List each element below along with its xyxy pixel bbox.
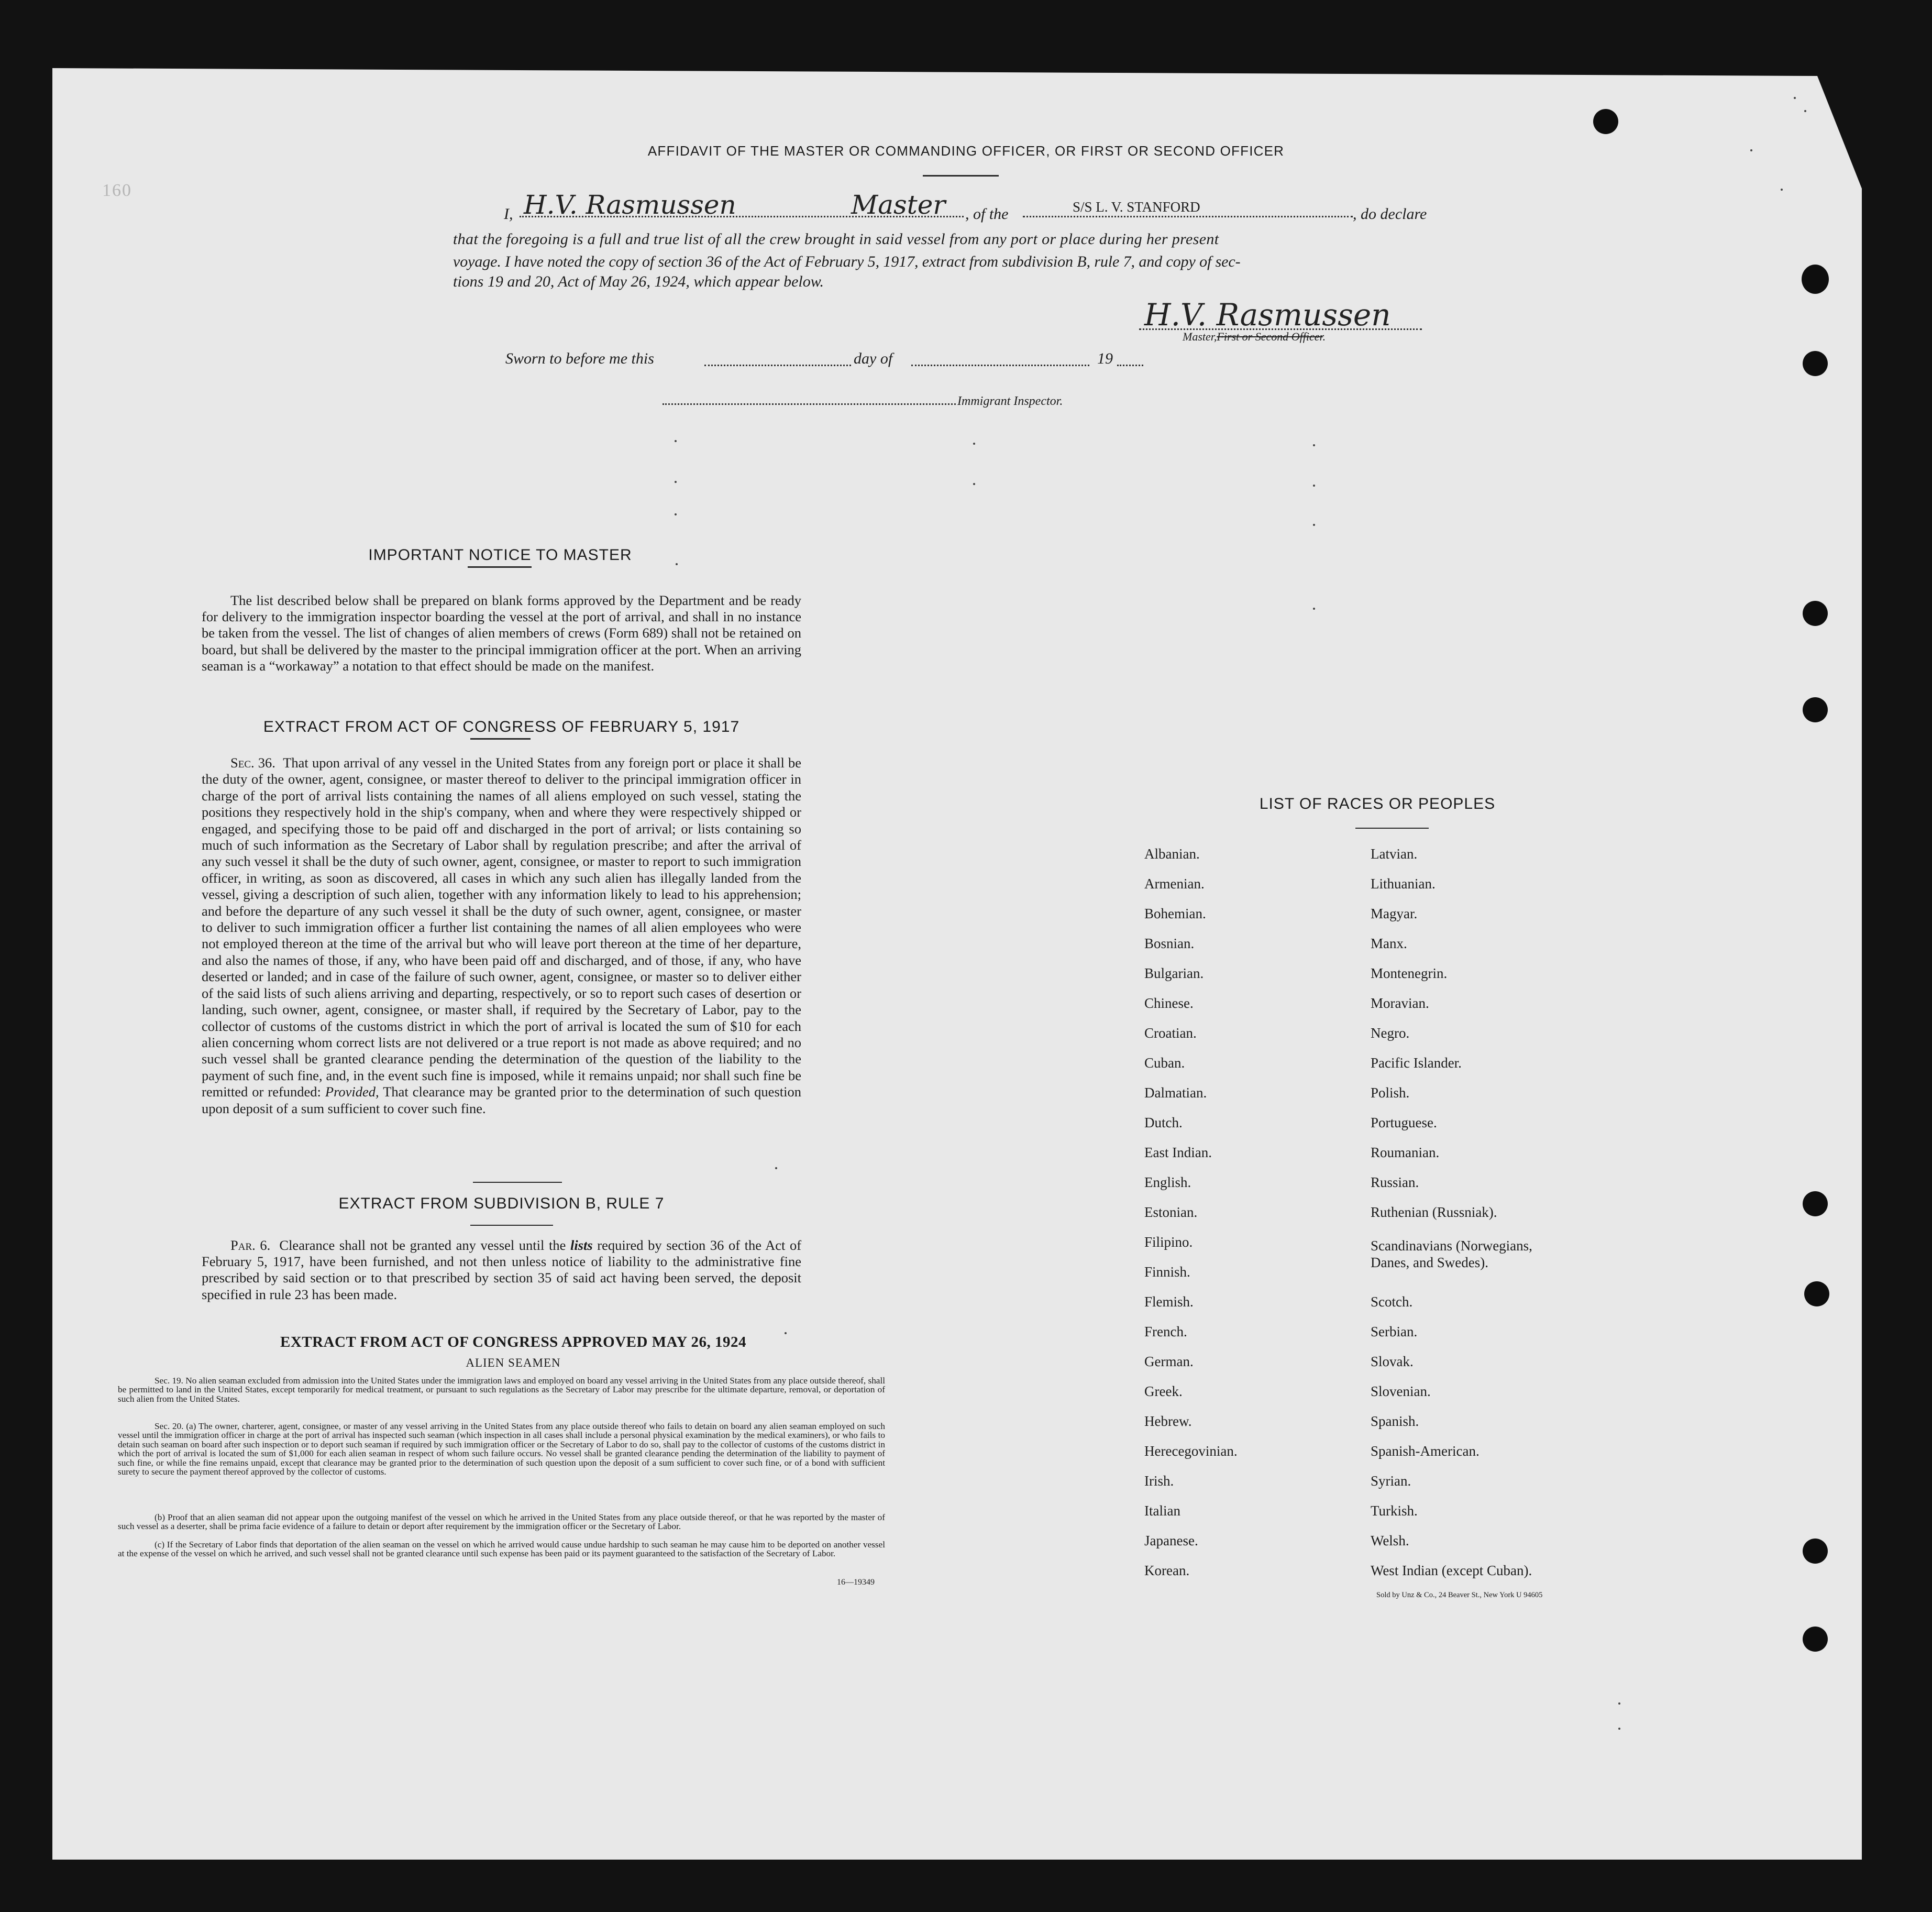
rule7-text-b: required by section 36 of the Act of February 5, 1917, have been furnished, and not then unless notice of liability to the administrative fine prescribed by said section or to that prescribed by section 35 of said act having been served, the deposit specified in rule 23 has been made. bbox=[202, 1237, 802, 1302]
race-item: Cuban. bbox=[1144, 1055, 1185, 1071]
race-item: Chinese. bbox=[1144, 995, 1194, 1011]
race-item: Welsh. bbox=[1371, 1533, 1409, 1548]
sworn-day-line bbox=[704, 365, 851, 366]
section-20c-text: (c) If the Secretary of Labor finds that deportation of the alien seaman on the vessel on which he arrived would cause undue hardship to such seaman he may cause him to be deported on another vessel at the expense of the vessel on which he arrived, and such vessel shall not be granted clearance until such expense has been paid or its payment guaranteed to the satisfaction of the Secretary of Labor. bbox=[118, 1540, 885, 1559]
dust-speck bbox=[1313, 444, 1315, 446]
race-item: Estonian. bbox=[1144, 1204, 1198, 1220]
do-declare-text: , do declare bbox=[1353, 205, 1427, 223]
section-36-text bbox=[202, 755, 801, 1117]
race-item: Polish. bbox=[1371, 1085, 1410, 1101]
race-item: Magyar. bbox=[1371, 906, 1418, 921]
punch-hole bbox=[1803, 601, 1828, 626]
punch-hole bbox=[1802, 265, 1829, 294]
race-item: Syrian. bbox=[1371, 1473, 1411, 1489]
race-item: German. bbox=[1144, 1354, 1194, 1369]
dust-speck bbox=[973, 483, 975, 485]
extract-1917-rule bbox=[470, 738, 531, 740]
race-item: Bohemian. bbox=[1144, 906, 1206, 921]
signature-caption-master: Master, bbox=[1183, 330, 1217, 343]
race-item: Croatian. bbox=[1144, 1025, 1197, 1041]
race-item: Bosnian. bbox=[1144, 936, 1195, 951]
race-item: Irish. bbox=[1144, 1473, 1174, 1489]
race-item: Dutch. bbox=[1144, 1115, 1183, 1130]
race-item: Albanian. bbox=[1144, 846, 1200, 862]
race-item: Japanese. bbox=[1144, 1533, 1198, 1548]
dust-speck bbox=[1618, 1702, 1620, 1705]
race-item: Italian bbox=[1144, 1503, 1180, 1519]
race-item: Ruthenian (Russniak). bbox=[1371, 1204, 1497, 1220]
race-item: Manx. bbox=[1371, 936, 1407, 951]
dust-speck bbox=[676, 563, 678, 565]
affidavit-title: AFFIDAVIT OF THE MASTER OR COMMANDING OFFICER, OR FIRST OR SECOND OFFICER bbox=[647, 143, 1285, 159]
dust-speck bbox=[1750, 149, 1752, 151]
inspector-line bbox=[663, 403, 956, 405]
race-item: Finnish. bbox=[1144, 1264, 1190, 1280]
race-item: West Indian (except Cuban). bbox=[1371, 1563, 1532, 1578]
printer-imprint: Sold by Unz & Co., 24 Beaver St., New York U 94605 bbox=[1376, 1591, 1543, 1599]
race-item: Korean. bbox=[1144, 1563, 1190, 1578]
master-name-handwriting: H.V. Rasmussen bbox=[524, 190, 736, 220]
race-item: East Indian. bbox=[1144, 1145, 1212, 1160]
rule7-heading: EXTRACT FROM SUBDIVISION B, RULE 7 bbox=[338, 1195, 665, 1212]
race-item: Hebrew. bbox=[1144, 1413, 1192, 1429]
year-line bbox=[1117, 365, 1143, 366]
race-item: Bulgarian. bbox=[1144, 965, 1204, 981]
race-item: Armenian. bbox=[1144, 876, 1205, 892]
race-item: Turkish. bbox=[1371, 1503, 1418, 1519]
dust-speck bbox=[973, 443, 975, 445]
section-20a-text: Sec. 20. (a) The owner, charterer, agent, consignee, or master of any vessel arriving in the United States from any place outside thereof who fails to detain on board any alien seaman employed on such vessel until the immigration officer in charge at the port of arrival has inspected such seaman (which inspection in all cases shall include a personal physical examination by the medical examiners), or who fails to detain such seaman on board after such inspection or to deport such seaman if required by such immigration officer or the Secretary of Labor to do so, shall pay to the collector of customs of the customs district in which the port of arrival is located the sum of $1,000 for each alien seaman in respect of whom such failure occurs. No vessel shall be granted clearance pending the determination of the liability to payment of such fine, or while the fine remains unpaid, except that clearance may be granted prior to the determination of such question upon the deposit of a sum sufficient to cover such fine, or of a bond with sufficient surety to secure the payment thereof approved by the collector of customs. bbox=[118, 1421, 885, 1477]
race-item: French. bbox=[1144, 1324, 1187, 1339]
dust-speck bbox=[1794, 97, 1796, 99]
race-item: Portuguese. bbox=[1371, 1115, 1437, 1130]
affidavit-line2: that the foregoing is a full and true list of all the crew brought in said vessel from any port or place during her present bbox=[453, 230, 1219, 248]
race-item: Slovenian. bbox=[1371, 1383, 1431, 1399]
sworn-text: Sworn to before me this bbox=[505, 350, 654, 367]
race-item: Pacific Islander. bbox=[1371, 1055, 1462, 1071]
vessel-name: S/S L. V. STANFORD bbox=[1073, 199, 1200, 215]
rule7-text-a: Clearance shall not be granted any vessel until the bbox=[279, 1237, 566, 1253]
race-item: English. bbox=[1144, 1174, 1191, 1190]
dust-speck bbox=[1313, 608, 1315, 610]
signature-caption-struck: First or Second Officer bbox=[1217, 330, 1323, 343]
section-20b-text: (b) Proof that an alien seaman did not appear upon the outgoing manifest of the vessel on which he arrived in the United States from any place outside thereof, or that he was reported by the master of such vessel as a deserter, shall be prima facie evidence of a failure to detain or deport after requirement by the immigration officer or the Secretary of Labor. bbox=[118, 1512, 885, 1532]
proviso-text: That clearance may be granted prior to the determination of such question upon deposit of a sum sufficient to cover such fine. bbox=[202, 1084, 801, 1116]
extract-1917-end-rule bbox=[473, 1182, 562, 1183]
margin-mark: 160 bbox=[102, 181, 132, 200]
notice-text: The list described below shall be prepared on blank forms approved by the Department and be ready for delivery to the immigration inspector boarding the vessel at the port of arrival, and shall in no instance be taken from the vessel. The list of changes of alien members of crews (Form 689) shall not be retained on board, but shall be delivered by the master to the principal immigration officer at the port. When an arriving seaman is a “workaway” a notation to that effect should be made on the manifest. bbox=[202, 592, 801, 674]
race-item: Slovak. bbox=[1371, 1354, 1414, 1369]
race-item: Roumanian. bbox=[1371, 1145, 1440, 1160]
affidavit-line3: voyage. I have noted the copy of section 36 of the Act of February 5, 1917, extract from subdivision B, rule 7, and copy of sec- bbox=[453, 253, 1241, 270]
signature-caption-end: . bbox=[1322, 330, 1326, 343]
notice-rule bbox=[468, 566, 532, 568]
dust-speck bbox=[1313, 524, 1315, 526]
race-item: Greek. bbox=[1144, 1383, 1183, 1399]
punch-hole bbox=[1803, 1539, 1828, 1564]
punch-hole bbox=[1803, 1627, 1828, 1652]
notice-heading: IMPORTANT NOTICE TO MASTER bbox=[368, 546, 632, 564]
punch-hole bbox=[1593, 109, 1618, 134]
punch-hole bbox=[1803, 351, 1828, 376]
race-item: Lithuanian. bbox=[1371, 876, 1436, 892]
master-signature: H.V. Rasmussen bbox=[1144, 297, 1391, 333]
race-item: Russian. bbox=[1371, 1174, 1419, 1190]
race-item: Montenegrin. bbox=[1371, 965, 1448, 981]
race-item: Spanish. bbox=[1371, 1413, 1419, 1429]
day-of-text: day of bbox=[854, 350, 893, 367]
punch-hole bbox=[1804, 1281, 1829, 1306]
affidavit-prefix: I, bbox=[504, 205, 513, 223]
dust-speck bbox=[785, 1332, 787, 1334]
punch-hole bbox=[1803, 697, 1828, 722]
race-item: Dalmatian. bbox=[1144, 1085, 1207, 1101]
par6-label: Par. 6. bbox=[230, 1237, 271, 1253]
position-handwriting: Master bbox=[851, 190, 946, 220]
dust-speck bbox=[775, 1167, 777, 1169]
dust-speck bbox=[1313, 485, 1315, 487]
vessel-line bbox=[1023, 216, 1353, 217]
dust-speck bbox=[675, 513, 677, 515]
lists-word: lists bbox=[570, 1237, 593, 1253]
rule7-rule bbox=[470, 1225, 553, 1226]
inspector-label: Immigrant Inspector. bbox=[957, 394, 1063, 408]
title-rule bbox=[923, 175, 999, 177]
of-the-text: , of the bbox=[965, 205, 1009, 223]
section-36-label: Sec. 36. bbox=[230, 755, 275, 771]
race-item: Scandinavians (Norwegians, Danes, and Swedes). bbox=[1371, 1238, 1532, 1270]
extract-1917-heading: EXTRACT FROM ACT OF CONGRESS OF FEBRUARY 5, 1917 bbox=[263, 718, 740, 735]
race-item: Herecegovinian. bbox=[1144, 1443, 1238, 1459]
race-item: Spanish-American. bbox=[1371, 1443, 1480, 1459]
races-rule bbox=[1355, 828, 1429, 829]
races-heading: LIST OF RACES OR PEOPLES bbox=[1259, 795, 1496, 812]
dust-speck bbox=[1781, 189, 1783, 191]
dust-speck bbox=[1618, 1728, 1620, 1730]
dust-speck bbox=[1804, 110, 1806, 112]
dust-speck bbox=[675, 440, 677, 442]
race-item: Latvian. bbox=[1371, 846, 1418, 862]
form-number: 16—19349 bbox=[837, 1578, 875, 1587]
race-item: Scotch. bbox=[1371, 1294, 1413, 1310]
dust-speck bbox=[675, 481, 677, 483]
affidavit-line4: tions 19 and 20, Act of May 26, 1924, which appear below. bbox=[453, 273, 824, 290]
sworn-month-line bbox=[911, 365, 1089, 366]
proviso-label: Provided, bbox=[325, 1084, 379, 1100]
punch-hole bbox=[1803, 1191, 1828, 1216]
race-item: Filipino. bbox=[1144, 1234, 1193, 1250]
year-prefix: 19 bbox=[1097, 350, 1113, 367]
alien-seamen-subheading: ALIEN SEAMEN bbox=[466, 1356, 561, 1369]
signature-caption bbox=[1183, 330, 1326, 344]
rule7-text bbox=[202, 1237, 801, 1303]
section-36-body: That upon arrival of any vessel in the United States from any foreign port or place it shall be the duty of the owner, agent, consignee, or master thereof to deliver to the principal immigration officer in charge of the port of arrival lists containing the names of all aliens employed on such vessel, stating the positions they respectively hold in the ship's company, when and where they were respectively shipped or engaged, and specifying those to be paid off and discharged in the port of arrival; or lists containing so much of such information as the Secretary of Labor shall by regulation prescribe; and after the arrival of any such vessel it shall be the duty of such owner, agent, consignee, or master to report to such immigration officer, in writing, as soon as discovered, all cases in which any such alien has illegally landed from the vessel, giving a description of such alien, together with any information likely to lead to his apprehension; and before the departure of any such vessel it shall be the duty of such owner, agent, consignee, or master to deliver to such immigration officer a further list containing the names of all alien employees who were not employed thereon at the time of the arrival but who will leave port thereon at the time of her departure, and also the names of those, if any, who have been paid off and discharged, and of those, if any, who have deserted or landed; and in case of the failure of such owner, agent, consignee, or master so to deliver either of the said lists of such aliens arriving and departing, respectively, or so to report such cases of desertion or landing, such owner, agent, consignee, or master shall, if required by the Secretary of Labor, pay to the collector of customs of the customs district in which the port of arrival is located the sum of $10 for each alien concerning whom correct lists are not delivered or a true report is not made as above required; and no such vessel shall be granted clearance pending the determination of the question of the liability to the payment of such fine, and, in the event such fine is imposed, while it remains unpaid; nor shall such fine be remitted or refunded: bbox=[202, 755, 801, 1100]
race-item: Flemish. bbox=[1144, 1294, 1194, 1310]
section-19-text: Sec. 19. No alien seaman excluded from admission into the United States under the immigration laws and employed on board any vessel arriving in the United States from any place outside thereof, shall be permitted to land in the United States, except temporarily for medical treatment, or pursuant to such regulations as the Secretary of Labor may prescribe for the ultimate departure, removal, or deportation of such alien from the United States. bbox=[118, 1376, 885, 1404]
race-item: Moravian. bbox=[1371, 995, 1429, 1011]
act1924-heading: EXTRACT FROM ACT OF CONGRESS APPROVED MAY 26, 1924 bbox=[280, 1334, 746, 1350]
race-item: Serbian. bbox=[1371, 1324, 1418, 1339]
race-item: Negro. bbox=[1371, 1025, 1410, 1041]
